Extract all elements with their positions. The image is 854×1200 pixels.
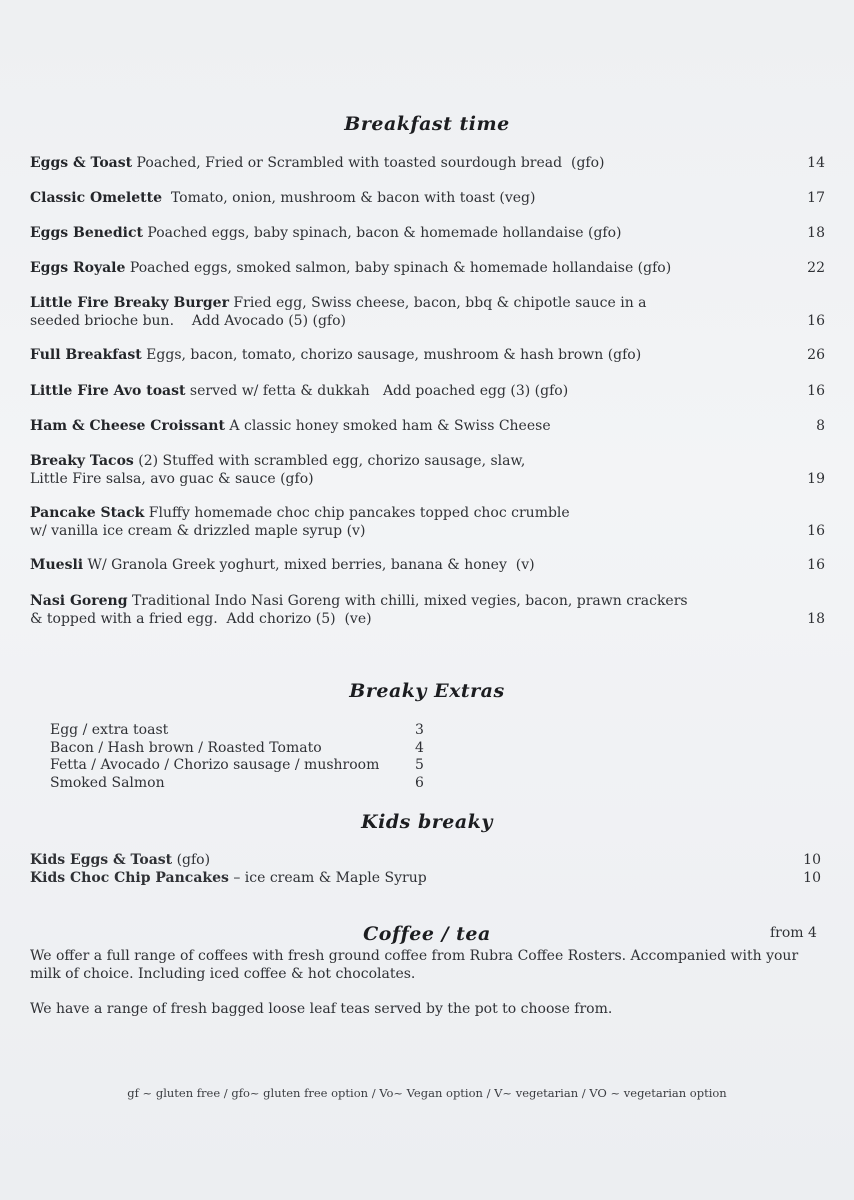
kids-item-name: Kids Choc Chip Pancakes xyxy=(30,870,229,886)
menu-item-desc: Poached eggs, baby spinach, bacon & homemade hollandaise (gfo) xyxy=(142,225,622,241)
breakfast-heading: Breakfast time xyxy=(344,113,510,135)
tea-description: We have a range of fresh bagged loose leaf teas served by the pot to choose from. xyxy=(30,1001,613,1017)
menu-item xyxy=(30,452,825,488)
menu-item xyxy=(30,346,825,364)
menu-item xyxy=(30,259,825,277)
menu-item xyxy=(30,382,825,400)
extra-name: Smoked Salmon xyxy=(50,774,165,791)
menu-item-desc: Poached eggs, smoked salmon, baby spinach & homemade hollandaise (gfo) xyxy=(125,260,672,276)
menu-item xyxy=(30,504,825,540)
menu-item-name: Eggs Royale xyxy=(30,260,126,276)
list-item xyxy=(50,775,430,793)
kids-heading: Kids breaky xyxy=(361,811,493,833)
menu-item-desc: Traditional Indo Nasi Goreng with chilli, mixed vegies, bacon, prawn crackers & topped with a fried egg. Add chorizo (5) (ve) xyxy=(30,593,688,627)
menu-item-price: 16 xyxy=(807,523,825,539)
coffee-price: from 4 xyxy=(770,925,817,941)
kids-list xyxy=(30,851,821,887)
coffee-heading: Coffee / tea xyxy=(363,923,491,945)
extras-list xyxy=(50,722,430,792)
kids-item-price: 10 xyxy=(803,852,821,868)
menu-item-price: 22 xyxy=(807,260,825,276)
menu-item-price: 16 xyxy=(807,557,825,573)
list-item xyxy=(50,740,430,758)
list-item xyxy=(30,851,821,869)
menu-item-name: Little Fire Avo toast xyxy=(30,383,186,399)
kids-item-price: 10 xyxy=(803,870,821,886)
menu-item xyxy=(30,556,825,574)
extra-name: Fetta / Avocado / Chorizo sausage / mushroom xyxy=(50,757,380,773)
menu-item-price: 8 xyxy=(816,418,825,434)
menu-item xyxy=(30,154,825,172)
menu-item-desc: Eggs, bacon, tomato, chorizo sausage, mushroom & hash brown (gfo) xyxy=(141,347,642,363)
list-item xyxy=(50,722,430,740)
menu-item-name: Muesli xyxy=(30,557,84,573)
menu-item-name: Full Breakfast xyxy=(30,347,142,363)
extra-price: 3 xyxy=(415,722,424,738)
extras-heading: Breaky Extras xyxy=(349,680,505,702)
menu-item-desc: (2) Stuffed with scrambled egg, chorizo sausage, slaw, Little Fire salsa, avo guac & sauce (gfo) xyxy=(30,453,526,487)
list-item xyxy=(30,869,821,887)
kids-item-name: Kids Eggs & Toast xyxy=(30,852,173,868)
menu-item-name: Eggs & Toast xyxy=(30,155,133,171)
menu-item xyxy=(30,189,825,207)
menu-item-desc: served w/ fetta & dukkah Add poached egg (3) (gfo) xyxy=(185,383,569,399)
coffee-description: We offer a full range of coffees with fresh ground coffee from Rubra Coffee Rosters. Accompanied with your milk of choice. Including iced coffee & hot chocolates. xyxy=(30,948,799,982)
extra-name: Bacon / Hash brown / Roasted Tomato xyxy=(50,739,322,756)
extra-price: 5 xyxy=(415,757,424,773)
menu-item-price: 18 xyxy=(807,611,825,627)
menu-item-price: 14 xyxy=(807,155,825,171)
menu-item-price: 26 xyxy=(807,347,825,363)
menu-item xyxy=(30,417,825,435)
menu-item-price: 19 xyxy=(807,471,825,487)
menu-item-desc: Poached, Fried or Scrambled with toasted sourdough bread (gfo) xyxy=(132,155,605,171)
menu-item xyxy=(30,224,825,242)
menu-item-price: 16 xyxy=(807,383,825,399)
menu-item-name: Little Fire Breaky Burger xyxy=(30,295,229,311)
menu-item-desc: A classic honey smoked ham & Swiss Cheese xyxy=(224,418,551,434)
menu-item-price: 18 xyxy=(807,225,825,241)
extra-price: 6 xyxy=(415,774,424,791)
menu-item-desc: Tomato, onion, mushroom & bacon with toast (veg) xyxy=(162,190,536,206)
extra-name: Egg / extra toast xyxy=(50,722,169,738)
menu-item-name: Pancake Stack xyxy=(30,505,145,521)
kids-item-desc: – ice cream & Maple Syrup xyxy=(228,870,427,886)
menu-item xyxy=(30,294,825,330)
dietary-legend: gf ~ gluten free / gfo~ gluten free option / Vo~ Vegan option / V~ vegetarian / VO ~ vegetarian option xyxy=(127,1086,727,1100)
kids-item-desc: (gfo) xyxy=(172,852,211,868)
extra-price: 4 xyxy=(415,739,424,756)
menu-item-name: Breaky Tacos xyxy=(30,453,134,469)
menu-item-name: Ham & Cheese Croissant xyxy=(30,418,225,434)
menu-item-desc: Fried egg, Swiss cheese, bacon, bbq & chipotle sauce in a seeded brioche bun. Add Avocado (5) (gfo) xyxy=(30,295,647,329)
menu-item-price: 16 xyxy=(807,313,825,329)
menu-item-price: 17 xyxy=(807,190,825,206)
menu-item xyxy=(30,592,825,628)
menu-item-name: Classic Omelette xyxy=(30,190,162,206)
list-item xyxy=(50,757,430,775)
menu-item-desc: W/ Granola Greek yoghurt, mixed berries, banana & honey (v) xyxy=(83,557,535,573)
menu-item-desc: Fluffy homemade choc chip pancakes topped choc crumble w/ vanilla ice cream & drizzled maple syrup (v) xyxy=(30,505,570,539)
menu-item-name: Eggs Benedict xyxy=(30,225,143,241)
menu-item-name: Nasi Goreng xyxy=(30,593,128,609)
